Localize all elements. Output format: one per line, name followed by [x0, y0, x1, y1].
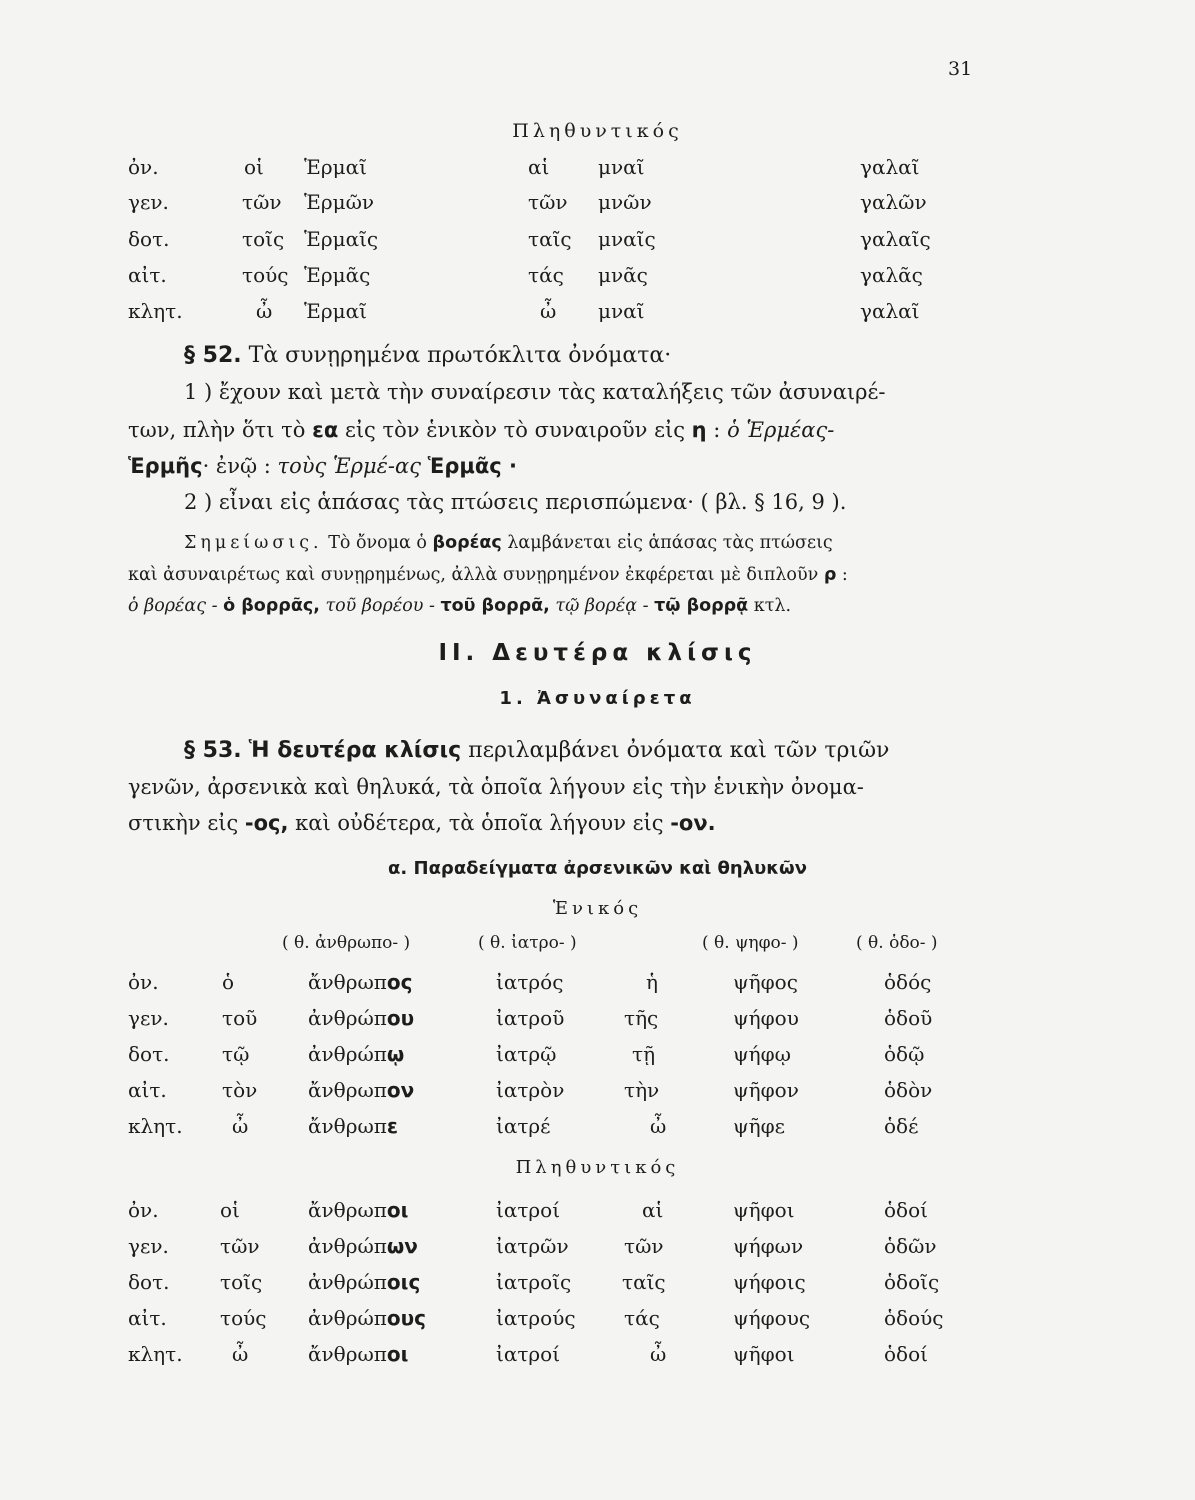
article-fem: τῆς	[624, 1006, 659, 1030]
noun-psephos: ψῆφον	[733, 1078, 799, 1102]
article-fem: ὦ	[540, 299, 557, 323]
noun-hermes: Ἑρμαῖ	[304, 299, 367, 323]
article: τῶν	[242, 190, 282, 214]
table-row	[0, 1006, 1195, 1040]
bold-form: τοῦ βορρᾶ,	[440, 596, 550, 616]
table-row	[0, 155, 1195, 189]
section-53-line: γενῶν, ἀρσενικὰ καὶ θηλυκά, τὰ ὁποῖα λήγουν εἰς τὴν ἑνικὴν ὀνομα-	[128, 775, 864, 799]
examples-heading: α. Παραδείγματα ἀρσενικῶν καὶ θηλυκῶν	[388, 858, 807, 879]
section-53-line	[184, 738, 889, 763]
article: ὦ	[232, 1114, 249, 1138]
plural-heading: Πληθυντικός	[512, 120, 683, 142]
text-run: καὶ οὐδέτερα, τὰ ὁποῖα λήγουν εἰς	[295, 811, 664, 835]
article-fem: αἱ	[528, 155, 550, 179]
noun-gale: γαλαῖς	[860, 227, 931, 251]
case-label: δοτ.	[128, 1270, 170, 1294]
note-line	[128, 565, 848, 585]
table-row	[0, 299, 1195, 333]
section-52-line	[128, 454, 517, 478]
noun-iatros: ἰατρὸν	[496, 1078, 565, 1102]
case-label: αἰτ.	[128, 1306, 167, 1330]
noun-mna: μνῶν	[598, 190, 652, 214]
noun-hermes: Ἑρμᾶς	[304, 263, 371, 287]
section-text: Τὰ συνῃρημένα πρωτόκλιτα ὀνόματα·	[248, 343, 672, 368]
bold-form: βορέας	[432, 533, 502, 553]
bold-form: ὁ βορρᾶς,	[223, 596, 320, 616]
noun-hodos: ὁδοῦ	[884, 1006, 933, 1030]
case-label: κλητ.	[128, 1342, 183, 1366]
chapter-title: II. Δευτέρα κλίσις	[438, 640, 757, 666]
noun-psephos: ψήφῳ	[733, 1042, 791, 1066]
noun-anthropos: ἄνθρωπος	[308, 970, 413, 994]
case-label: αἰτ.	[128, 263, 167, 287]
case-label: γεν.	[128, 1006, 169, 1030]
noun-psephos: ψήφους	[733, 1306, 811, 1330]
table-row	[0, 1114, 1195, 1148]
bold-ending: η	[691, 418, 707, 442]
section-label: § 52.	[184, 343, 242, 368]
article-fem: ἡ	[646, 970, 658, 994]
section-52-line	[128, 418, 834, 442]
note-line	[184, 533, 833, 553]
article-fem: αἱ	[642, 1198, 664, 1222]
table-row	[0, 1042, 1195, 1076]
article: ὦ	[256, 299, 273, 323]
article-fem: ταῖς	[622, 1270, 666, 1294]
noun-anthropos: ἄνθρωποι	[308, 1342, 409, 1366]
noun-mna: μναῖ	[598, 299, 645, 323]
noun-iatros: ἰατρός	[496, 970, 564, 994]
noun-iatros: ἰατροῦ	[496, 1006, 565, 1030]
section-52-line: 2 ) εἶναι εἰς ἁπάσας τὰς πτώσεις περισπώμενα· ( βλ. § 16, 9 ).	[184, 490, 847, 514]
noun-mna: μναῖς	[598, 227, 656, 251]
article-fem: ὦ	[650, 1342, 667, 1366]
table-row	[0, 1270, 1195, 1304]
noun-anthropos: ἄνθρωπον	[308, 1078, 415, 1102]
noun-hodos: ὁδέ	[884, 1114, 919, 1138]
bold-ending: -ος,	[244, 811, 289, 835]
noun-gale: γαλαῖ	[860, 155, 920, 179]
singular-heading: Ἑνικός	[552, 898, 643, 919]
noun-iatros: ἰατρῷ	[496, 1042, 557, 1066]
section-label: § 53.	[184, 738, 242, 763]
bold-ending: -ον.	[670, 811, 716, 835]
noun-iatros: ἰατρούς	[496, 1306, 576, 1330]
noun-hodos: ὁδῶν	[884, 1234, 937, 1258]
noun-hodos: ὁδὸν	[884, 1078, 933, 1102]
text-run: καὶ ἀσυναιρέτως καὶ συνῃρημένως, ἀλλὰ συνῃρημένον ἐκφέρεται μὲ διπλοῦν	[128, 565, 819, 585]
case-label: ὀν.	[128, 155, 159, 179]
noun-iatros: ἰατροῖς	[496, 1270, 572, 1294]
stems-row	[0, 933, 1195, 967]
noun-psephos: ψήφου	[733, 1006, 799, 1030]
article-fem: τάς	[528, 263, 564, 287]
noun-anthropos: ἄνθρωπε	[308, 1114, 399, 1138]
noun-mna: μναῖ	[598, 155, 645, 179]
section-52-line: 1 ) ἔχουν καὶ μετὰ τὴν συναίρεσιν τὰς καταλήξεις τῶν ἀσυναιρέ-	[184, 380, 886, 404]
text-run: · ἐνῷ :	[202, 454, 271, 478]
article: τὸν	[222, 1078, 258, 1102]
bold-letter: ρ	[823, 565, 837, 585]
table-row	[0, 1078, 1195, 1112]
noun-anthropos: ἀνθρώπων	[308, 1234, 418, 1258]
article: οἱ	[220, 1198, 240, 1222]
stem-label: ( θ. ἰατρο- )	[478, 933, 577, 953]
noun-iatros: ἰατρῶν	[496, 1234, 569, 1258]
stem-label: ( θ. ψηφο- )	[702, 933, 799, 953]
note-label: Σημείωσις.	[184, 533, 323, 553]
noun-gale: γαλᾶς	[860, 263, 923, 287]
text-run: στικὴν εἰς	[128, 811, 239, 835]
text-run: των, πλὴν ὅτι τὸ	[128, 418, 306, 442]
article: τῶν	[220, 1234, 260, 1258]
article-fem: τάς	[624, 1306, 660, 1330]
italic-example: τῷ βορέᾳ -	[555, 596, 649, 616]
article: οἱ	[244, 155, 264, 179]
article: τῷ	[222, 1042, 250, 1066]
italic-example: τοὺς Ἑρμέ-ας	[277, 454, 421, 478]
chapter-subtitle: 1. Ἀσυναίρετα	[499, 688, 696, 709]
case-label: δοτ.	[128, 1042, 170, 1066]
noun-hodos: ὁδός	[884, 970, 932, 994]
noun-psephos: ψῆφοι	[733, 1198, 795, 1222]
case-label: ὀν.	[128, 970, 159, 994]
text-run: :	[841, 565, 848, 585]
table-row	[0, 970, 1195, 1004]
section-52-heading	[184, 343, 671, 368]
bold-ending: εα	[312, 418, 339, 442]
case-label: κλητ.	[128, 299, 183, 323]
page-number: 31	[948, 58, 973, 80]
article: τούς	[242, 263, 289, 287]
noun-psephos: ψήφων	[733, 1234, 804, 1258]
case-label: γεν.	[128, 1234, 169, 1258]
text-run: εἰς τὸν ἑνικὸν τὸ συναιροῦν εἰς	[344, 418, 685, 442]
noun-psephos: ψῆφε	[733, 1114, 786, 1138]
note-line	[128, 596, 791, 616]
article-fem: τὴν	[624, 1078, 660, 1102]
table-row	[0, 1234, 1195, 1268]
case-label: κλητ.	[128, 1114, 183, 1138]
text-run: λαμβάνεται εἰς ἁπάσας τὰς πτώσεις	[507, 533, 833, 553]
noun-hodos: ὁδῷ	[884, 1042, 925, 1066]
noun-anthropos: ἄνθρωποι	[308, 1198, 409, 1222]
table-row	[0, 263, 1195, 297]
stem-label: ( θ. ἀνθρωπο- )	[282, 933, 411, 953]
article: τοῖς	[242, 227, 285, 251]
plural-heading-2: Πληθυντικός	[515, 1157, 680, 1178]
text-run: κτλ.	[753, 596, 792, 616]
article: ὁ	[222, 970, 235, 994]
text-run: :	[713, 418, 721, 442]
noun-anthropos: ἀνθρώποις	[308, 1270, 421, 1294]
noun-iatros: ἰατρέ	[496, 1114, 551, 1138]
noun-anthropos: ἀνθρώπους	[308, 1306, 427, 1330]
noun-anthropos: ἀνθρώπου	[308, 1006, 415, 1030]
noun-hodos: ὁδοί	[884, 1198, 928, 1222]
noun-iatros: ἰατροί	[496, 1342, 561, 1366]
noun-gale: γαλαῖ	[860, 299, 920, 323]
article: τούς	[220, 1306, 267, 1330]
text-run: Τὸ ὄνομα ὁ	[328, 533, 427, 553]
article-fem: τῇ	[632, 1042, 656, 1066]
noun-hermes: Ἑρμῶν	[304, 190, 375, 214]
table-row	[0, 227, 1195, 261]
table-row	[0, 1306, 1195, 1340]
article: ὦ	[232, 1342, 249, 1366]
noun-mna: μνᾶς	[598, 263, 648, 287]
table-row	[0, 1342, 1195, 1376]
stem-label: ( θ. ὁδο- )	[856, 933, 938, 953]
text-run: περιλαμβάνει ὀνόματα καὶ τῶν τριῶν	[468, 738, 890, 763]
article-fem: τῶν	[528, 190, 568, 214]
bold-term: Ἡ δευτέρα κλίσις	[248, 738, 462, 763]
article-fem: ὦ	[650, 1114, 667, 1138]
noun-hermes: Ἑρμαῖς	[304, 227, 379, 251]
noun-gale: γαλῶν	[860, 190, 927, 214]
noun-hodos: ὁδοί	[884, 1342, 928, 1366]
italic-example: ὁ βορέας -	[128, 596, 218, 616]
case-label: δοτ.	[128, 227, 170, 251]
bold-form: Ἑρμῆς	[128, 454, 203, 478]
noun-iatros: ἰατροί	[496, 1198, 561, 1222]
noun-psephos: ψῆφοι	[733, 1342, 795, 1366]
article-fem: ταῖς	[528, 227, 572, 251]
section-53-line	[128, 811, 716, 835]
italic-example: ὁ Ἑρμέας-	[727, 418, 835, 442]
case-label: γεν.	[128, 190, 169, 214]
italic-example: τοῦ βορέου -	[325, 596, 435, 616]
noun-psephos: ψήφοις	[733, 1270, 806, 1294]
noun-hermes: Ἑρμαῖ	[304, 155, 367, 179]
article: τοῖς	[220, 1270, 263, 1294]
table-row	[0, 190, 1195, 224]
article: τοῦ	[222, 1006, 258, 1030]
noun-hodos: ὁδούς	[884, 1306, 944, 1330]
article-fem: τῶν	[624, 1234, 664, 1258]
table-row	[0, 1198, 1195, 1232]
noun-anthropos: ἀνθρώπῳ	[308, 1042, 405, 1066]
bold-form: τῷ βορρᾷ	[654, 596, 749, 616]
case-label: ὀν.	[128, 1198, 159, 1222]
case-label: αἰτ.	[128, 1078, 167, 1102]
bold-form: Ἑρμᾶς ·	[427, 454, 517, 478]
noun-psephos: ψῆφος	[733, 970, 798, 994]
noun-hodos: ὁδοῖς	[884, 1270, 940, 1294]
